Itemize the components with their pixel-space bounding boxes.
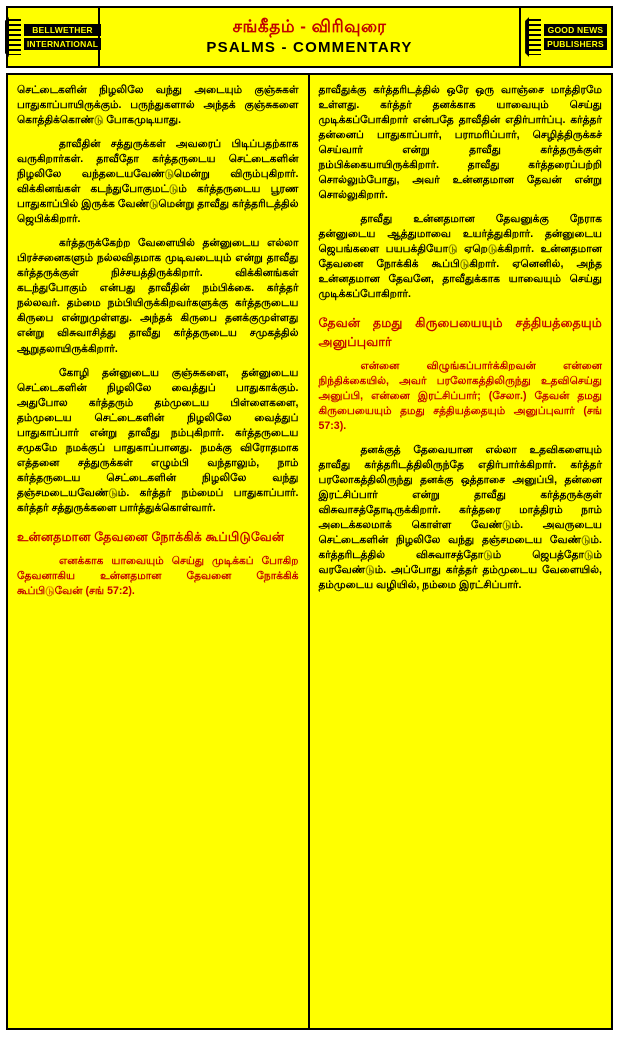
paragraph: தாவீதுக்கு கர்த்தரிடத்தில் ஒரே ஒரு வாஞ்சை மாத்திரமே உள்ளது. கர்த்தர் தனக்காக யாவையும் செய்து முடிக்கப்போகிறார் என்பதே தாவீதின் எதிர்பார்ப்பு. கர்த்தர் தன்னைப் பாதுகாப்பார், பராமரிப்பார், செழித்திருக்கச் செய்வார் என்று தாவீது கர்த்தருக்குள் நம்பிக்கையாயிருக்கிறார். தாவீது கர்த்தரைப்பற்றி சொல்லும்போது, அவர் உன்னதமான தேவன் என்று சொல்லுகிறார்.: [318, 84, 602, 202]
page-header: [6, 6, 613, 68]
logo-line-1: GOOD NEWS: [544, 24, 607, 36]
bellwether-international-logo: [8, 8, 100, 66]
good-news-publishers-logo: [519, 8, 611, 66]
logo-line-2: INTERNATIONAL: [24, 38, 101, 50]
paragraph: தாவீது உன்னதமான தேவனுக்கு நேராக தன்னுடைய ஆத்துமாவை உயர்த்துகிறார். தன்னுடைய ஜெபங்களை பயபக்தியோடு ஏறெடுக்கிறார். உன்னதமான தேவனை நோக்கிக் கூப்பிடுகிறார். ஏனெனில், அந்த உன்னதமான தேவனே, தாவீதுக்காக யாவையும் செய்து முடிக்கப்போகிறார்.: [318, 213, 602, 301]
paragraph: கர்த்தருக்கேற்ற வேளையில் தன்னுடைய எல்லா பிரச்சனைகளும் நல்லவிதமாக முடிவடையும் என்று தாவீது கர்த்தருக்குள் நிச்சயத்திருக்கிறார். விக்கினங்கள் கடந்துபோகும் என்பது தாவீதின் நம்பிக்கை. கர்த்தர் நல்லவர். தம்மை நம்பியிருக்கிறவர்களுக்கு கர்த்தருடைய கிருபை என்றுமுள்ளது. அந்தக் கிருபை தனக்குமுள்ளது என்று விசுவாசித்து தாவீது கர்த்தருடைய சமுகத்தில் ஆறுதலாயிருக்கிறார்.: [17, 237, 299, 355]
section-heading: தேவன் தமது கிருபையையும் சத்தியத்தையும் அனுப்புவார்: [318, 316, 602, 349]
banner-flag-icon: [525, 17, 541, 57]
scripture-quote: எனக்காக யாவையும் செய்து முடிக்கப் போகிற தேவனாகிய உன்னதமான தேவனை நோக்கிக் கூப்பிடுவேன் (சங் 57:2).: [17, 554, 299, 598]
left-column: [8, 75, 310, 1028]
paragraph: செட்டைகளின் நிழலிலே வந்து அடையும் குஞ்சுகள் பாதுகாப்பாயிருக்கும். பருந்துகளால் அந்தக் குஞ்சுகளை கொத்திக்கொண்டு போகமுடியாது.: [17, 84, 299, 127]
right-column: [310, 75, 612, 1028]
paragraph: தனக்குத் தேவையான எல்லா உதவிகளையும் தாவீது கர்த்தரிடத்திலிருந்தே எதிர்பார்க்கிறார். கர்த்தர் பரலோகத்திலிருந்து தனக்கு ஒத்தாசை அனுப்பி, தன்னை இரட்சிப்பார் என்று தாவீது கர்த்தருக்குள் விசுவாசத்தோடிருக்கிறார். கர்த்தரை மாத்திரம் நாம் அடைக்கலமாக் கொள்ள வேண்டும். அவருடைய செட்டைகளின் நிழலிலே வந்து தஞ்சமடைய வேண்டும். கர்த்தரிடத்தில் விசுவாசத்தோடும் ஜெபத்தோடும் வரவேண்டும். அப்போது கர்த்தர் தம்முடைய வேளையில், தம்முடைய வழியில், நம்மை இரட்சிப்பார்.: [318, 443, 602, 592]
page-title: [100, 8, 519, 66]
section-heading: உன்னதமான தேவனை நோக்கிக் கூப்பிடுவேன்: [17, 529, 285, 544]
title-tamil: சங்கீதம் - விரிவுரை: [232, 16, 387, 36]
content-frame: [6, 73, 613, 1030]
title-english: PSALMS - COMMENTARY: [206, 38, 413, 56]
logo-line-2: PUBLISHERS: [544, 38, 607, 50]
paragraph: கோழி தன்னுடைய குஞ்சுகளை, தன்னுடைய செட்டைகளின் நிழலிலே வைத்துப் பாதுகாக்கும். அதுபோல கர்த்தரும் தம்முடைய பிள்ளைகளை, தம்முடைய செட்டைகளின் நிழலிலே வைத்துப் பாதுகாப்பார் என்று தாவீது நம்புகிறார். கர்த்தருடைய சமுகமே நமக்குப் பாதுகாப்பானது. நமக்கு விரோதமாக எத்தனை சத்துருக்கள் எழும்பி வந்தாலும், நாம் கர்த்தருடைய செட்டைகளின் நிழலிலே வந்து தஞ்சமடையவேண்டும். கர்த்தர் நம்மைப் பாதுகாப்பார். கர்த்தர் சத்துருக்களை பார்த்துக்கொள்வார்.: [17, 366, 299, 514]
scripture-quote: என்னை விழுங்கப்பார்க்கிறவன் என்னை நிந்திக்கையில், அவர் பரலோகத்திலிருந்து உதவிசெய்து அனுப்பி, என்னை இரட்சிப்பார்; (சேலா.) தேவன் தமது கிருபையையும் தமது சத்தியத்தையும் அனுப்புவார் (சங் 57:3).: [318, 359, 602, 432]
paragraph: தாவீதின் சத்துருக்கள் அவரைப் பிடிப்பதற்காக வருகிறார்கள். தாவீதோ கர்த்தருடைய செட்டைகளின் நிழலிலே வந்தடையவேண்டுமென்று விரும்புகிறார். விக்கினங்கள் கடந்துபோகுமட்டும் கர்த்தருடைய பூரண பாதுகாப்பில் இருக்க வேண்டுமென்று தாவீது கர்த்தரிடத்தில் ஜெபிக்கிறார்.: [17, 138, 299, 226]
logo-line-1: BELLWETHER: [24, 24, 101, 36]
banner-flag-icon: [5, 17, 21, 57]
